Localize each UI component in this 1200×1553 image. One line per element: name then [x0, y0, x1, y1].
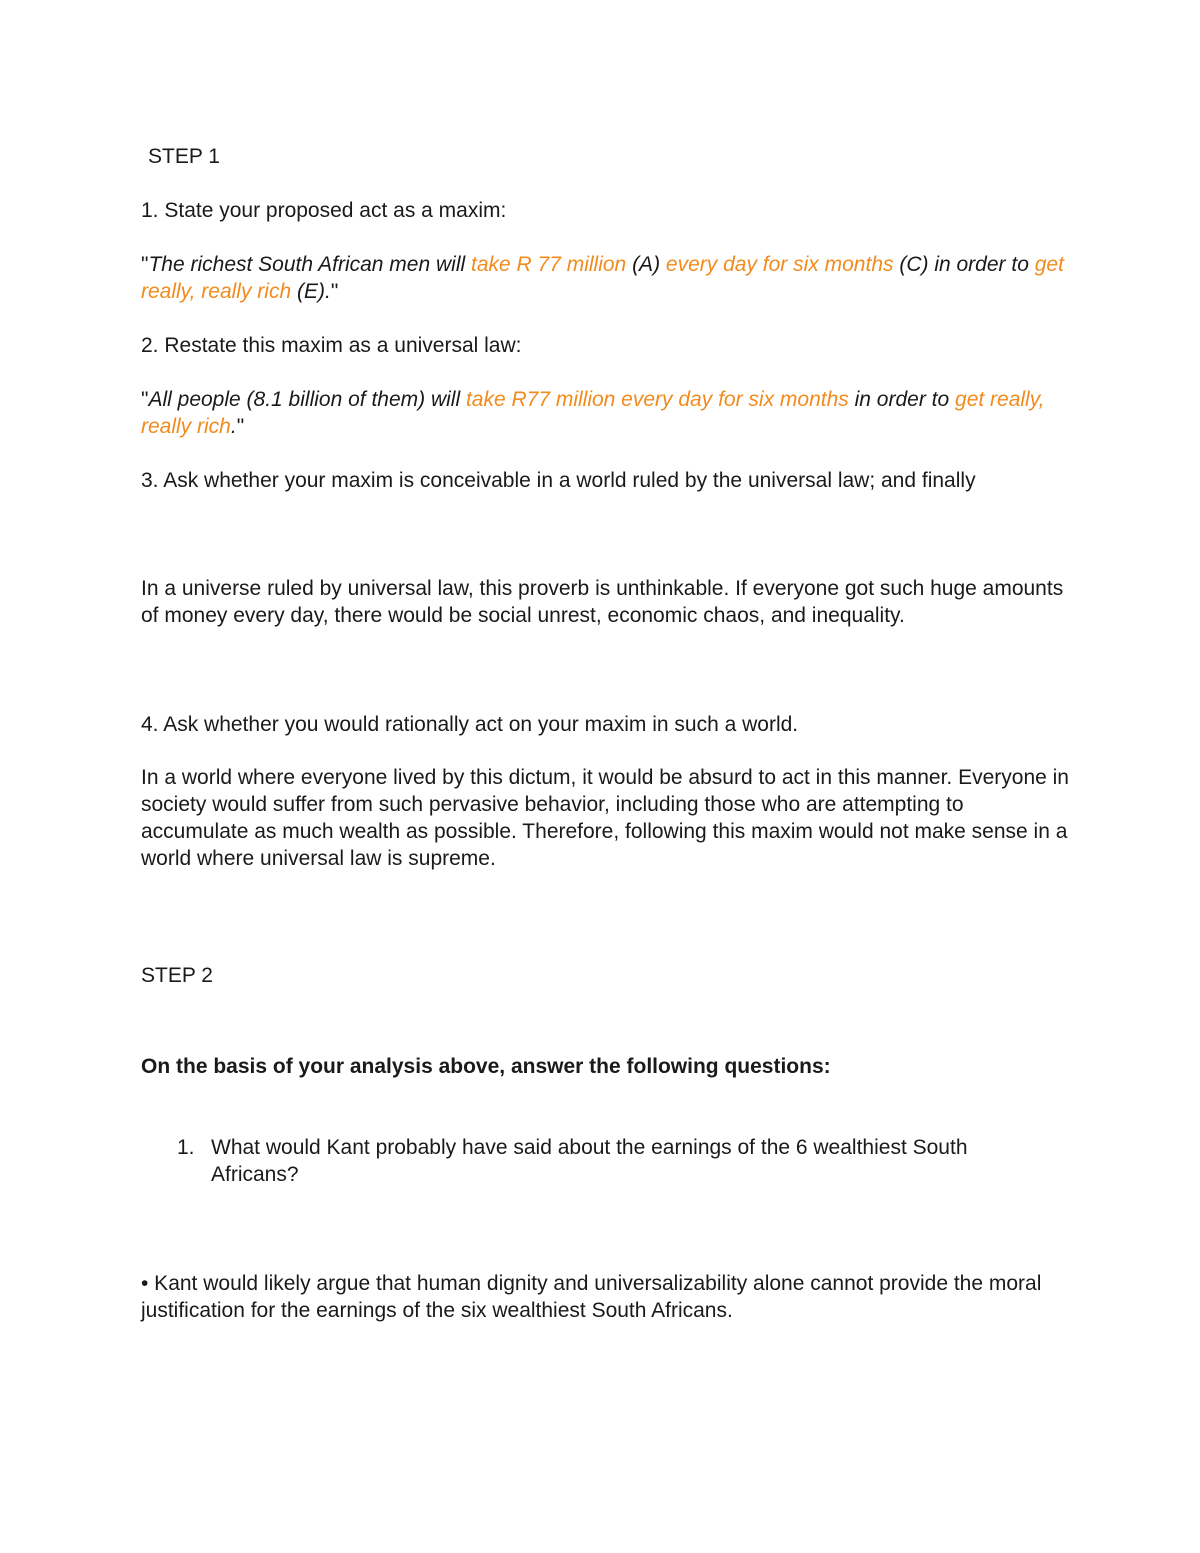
step2-answer: • Kant would likely argue that human dignity and universalizability alone cannot provide the moral justification for the earnings of the six wealthiest South Africans.	[141, 1272, 1042, 1322]
step1-item1-prompt: 1. State your proposed act as a maxim:	[141, 199, 507, 222]
quote-open: "	[141, 253, 149, 276]
step2-heading: STEP 2	[141, 964, 213, 987]
step2-instruction: On the basis of your analysis above, answer the following questions:	[141, 1055, 831, 1078]
step1-universal-law	[141, 386, 1071, 440]
maxim-text-4: (E).	[291, 280, 331, 303]
step1-heading: STEP 1	[148, 145, 220, 168]
step1-item4-answer: In a world where everyone lived by this dictum, it would be absurd to act in this manner. Everyone in society would suffer from such pervasive behavior, including those who are attempting to accumulate as much wealth as possible. Therefore, following this maxim would not make sense in a world where universal law is supreme.	[141, 766, 1069, 870]
maxim-highlight-act: take R 77 million	[471, 253, 627, 276]
law-text-1: All people (8.1 billion of them) will	[148, 388, 466, 411]
quote-close: "	[236, 415, 245, 438]
law-text-3: .	[230, 415, 237, 438]
law-highlight-act: take R77 million every day for six months	[465, 388, 849, 411]
law-text-2: in order to	[848, 388, 956, 411]
question-text: What would Kant probably have said about the earnings of the 6 wealthiest South Africans?	[211, 1136, 968, 1186]
maxim-highlight-circumstance: every day for six months	[665, 253, 894, 276]
question-number: 1.	[177, 1136, 195, 1159]
quote-close: "	[330, 280, 339, 303]
step1-item3-answer: In a universe ruled by universal law, this proverb is unthinkable. If everyone got such huge amounts of money every day, there would be social unrest, economic chaos, and inequality.	[141, 577, 1064, 627]
step1-maxim	[141, 251, 1071, 305]
law-highlight-end: get really, really rich	[141, 388, 1045, 438]
maxim-text-2: (A)	[626, 253, 666, 276]
quote-open: "	[141, 388, 149, 411]
step1-item2-prompt: 2. Restate this maxim as a universal law:	[141, 334, 522, 357]
step1-item3-prompt: 3. Ask whether your maxim is conceivable in a world ruled by the universal law; and finally	[141, 469, 976, 492]
maxim-text-3: (C) in order to	[893, 253, 1035, 276]
maxim-text-1: The richest South African men will	[148, 253, 471, 276]
maxim-highlight-end: get really, really rich	[141, 253, 1064, 303]
step1-item4-prompt: 4. Ask whether you would rationally act on your maxim in such a world.	[141, 713, 799, 736]
